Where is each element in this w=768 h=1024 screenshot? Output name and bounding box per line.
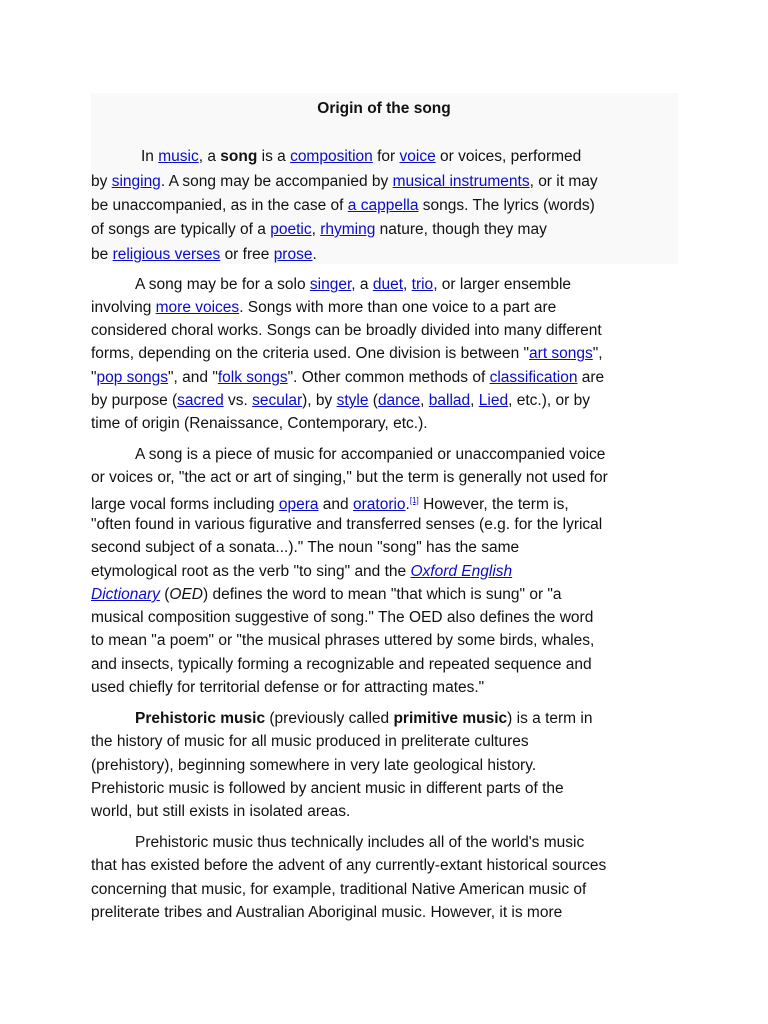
- link-more-voices[interactable]: more voices: [155, 299, 240, 316]
- text: ,: [311, 221, 316, 238]
- p2-line-6: [91, 391, 590, 411]
- link-duet[interactable]: duet: [372, 276, 404, 293]
- link-religious-verses[interactable]: religious verses: [112, 246, 221, 263]
- text: ": [91, 369, 97, 386]
- text: vs.: [228, 392, 248, 409]
- link-composition[interactable]: composition: [290, 148, 373, 165]
- p3-line-6: [91, 562, 512, 582]
- text: be: [91, 246, 109, 263]
- text: (: [372, 392, 378, 409]
- p5-line-2: that has existed before the advent of any currently-extant historical sources: [91, 857, 607, 874]
- text: . A song may be accompanied by: [160, 173, 389, 190]
- p4-line-1: [135, 709, 592, 729]
- text: etymological root as the verb "to sing" and the: [91, 563, 407, 580]
- text: nature, though they may: [379, 221, 547, 238]
- text: .: [405, 496, 410, 513]
- p3-line-9: to mean "a poem" or "the musical phrases uttered by some birds, whales,: [91, 632, 595, 649]
- p5-line-4: preliterate tribes and Australian Aboriginal music. However, it is more: [91, 904, 563, 921]
- p3-line-5: second subject of a sonata...)." The noun "song" has the same: [91, 539, 520, 556]
- p3-line-3: [91, 491, 569, 511]
- text: .: [312, 246, 317, 263]
- p4-line-3: (prehistory), beginning somewhere in very late geological history.: [91, 757, 537, 774]
- text: or voices, performed: [440, 148, 582, 165]
- text: ) is a term in: [507, 710, 593, 727]
- p2-line-3: considered choral works. Songs can be broadly divided into many different: [91, 322, 602, 339]
- p1-line-1: [141, 147, 581, 167]
- p4-line-4: Prehistoric music is followed by ancient music in different parts of the: [91, 780, 564, 797]
- p4-line-2: the history of music for all music produced in preliterate cultures: [91, 733, 529, 750]
- text: or free: [224, 246, 270, 263]
- text: ,: [420, 392, 425, 409]
- p2-line-4: [91, 344, 603, 364]
- page-title: Origin of the song: [317, 100, 451, 117]
- link-folk-songs[interactable]: folk songs: [217, 369, 288, 386]
- p1-line-3: [91, 196, 595, 216]
- text: of songs are typically of a: [91, 221, 266, 238]
- p2-line-2: [91, 298, 556, 318]
- link-opera[interactable]: opera: [278, 496, 319, 513]
- text: for: [377, 148, 396, 165]
- p3-line-7: [91, 585, 562, 605]
- link-trio[interactable]: trio: [411, 276, 434, 293]
- text: are: [581, 369, 605, 386]
- p1-line-2: [91, 172, 598, 192]
- text: large vocal forms including: [91, 496, 275, 513]
- link-secular[interactable]: secular: [252, 392, 303, 409]
- link-musical-instruments[interactable]: musical instruments: [392, 173, 530, 190]
- text: A song may be for a solo: [135, 276, 306, 293]
- p3-line-11: used chiefly for territorial defense or for attracting mates.": [91, 679, 485, 696]
- link-poetic[interactable]: poetic: [270, 221, 312, 238]
- footnote-ref-1[interactable]: [1]: [409, 496, 419, 505]
- text: and: [322, 496, 349, 513]
- text: , a: [351, 276, 369, 293]
- link-classification[interactable]: classification: [489, 369, 578, 386]
- text: ), by: [302, 392, 333, 409]
- p2-line-7: time of origin (Renaissance, Contemporary, etc.).: [91, 415, 428, 432]
- link-ballad[interactable]: ballad: [428, 392, 471, 409]
- text: is a: [261, 148, 286, 165]
- p3-line-1: A song is a piece of music for accompanied or unaccompanied voice: [135, 446, 606, 463]
- text: ,: [470, 392, 475, 409]
- text: ",: [592, 345, 603, 362]
- link-prose[interactable]: prose: [273, 246, 313, 263]
- text: , or it may: [529, 173, 598, 190]
- link-style[interactable]: style: [336, 392, 369, 409]
- text: by purpose (: [91, 392, 178, 409]
- text: by: [91, 173, 108, 190]
- link-a-cappella[interactable]: a cappella: [347, 197, 419, 214]
- link-dictionary[interactable]: Dictionary: [91, 586, 160, 603]
- text: forms, depending on the criteria used. One division is between ": [91, 345, 530, 362]
- p3-line-4: "often found in various figurative and transferred senses (e.g. for the lyrical: [91, 516, 603, 533]
- link-dance[interactable]: dance: [377, 392, 421, 409]
- oed-abbreviation: OED: [169, 586, 203, 603]
- text: , a: [198, 148, 216, 165]
- link-art-songs[interactable]: art songs: [529, 345, 593, 362]
- text: . Songs with more than one voice to a part are: [239, 299, 557, 316]
- p3-line-8: musical composition suggestive of song." The OED also defines the word: [91, 609, 594, 626]
- p4-line-5: world, but still exists in isolated areas.: [91, 803, 351, 820]
- text: (: [164, 586, 170, 603]
- link-oratorio[interactable]: oratorio: [352, 496, 406, 513]
- text: ,: [403, 276, 408, 293]
- link-sacred[interactable]: sacred: [177, 392, 224, 409]
- text: songs. The lyrics (words): [422, 197, 595, 214]
- text: (previously called: [269, 710, 390, 727]
- text: be unaccompanied, as in the case of: [91, 197, 344, 214]
- p5-line-3: concerning that music, for example, traditional Native American music of: [91, 881, 587, 898]
- link-rhyming[interactable]: rhyming: [320, 221, 376, 238]
- p3-line-2: or voices or, "the act or art of singing," but the term is generally not used for: [91, 469, 608, 486]
- link-singer[interactable]: singer: [309, 276, 352, 293]
- link-music[interactable]: music: [158, 148, 199, 165]
- link-pop-songs[interactable]: pop songs: [96, 369, 169, 386]
- text: ". Other common methods of: [287, 369, 486, 386]
- text: ) defines the word to mean "that which is sung" or "a: [203, 586, 562, 603]
- text: , etc.), or by: [508, 392, 590, 409]
- text: ", and ": [168, 369, 218, 386]
- p1-line-5: [91, 245, 317, 265]
- link-lied[interactable]: Lied: [478, 392, 509, 409]
- term-song: song: [220, 148, 258, 165]
- p3-line-10: and insects, typically forming a recognizable and repeated sequence and: [91, 656, 592, 673]
- term-primitive-music: primitive music: [393, 710, 508, 727]
- text: , or larger ensemble: [433, 276, 572, 293]
- link-oxford-english-dictionary[interactable]: Oxford English: [410, 563, 513, 580]
- text: involving: [91, 299, 152, 316]
- p1-line-4: [91, 220, 547, 240]
- term-prehistoric-music: Prehistoric music: [135, 710, 266, 727]
- text: However, the term is,: [423, 496, 569, 513]
- p5-line-1: Prehistoric music thus technically includes all of the world's music: [135, 834, 585, 851]
- p2-line-5: [91, 368, 604, 388]
- text: In: [141, 148, 154, 165]
- link-voice[interactable]: voice: [399, 148, 436, 165]
- link-singing[interactable]: singing: [111, 173, 161, 190]
- p2-line-1: [135, 275, 571, 295]
